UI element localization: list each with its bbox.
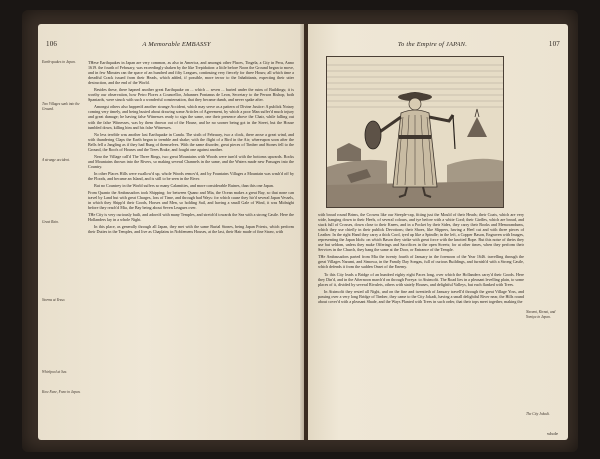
- margin-note: Two Villages sunk into the Ground.: [42, 102, 80, 111]
- margin-note: Whirlpool at Sea.: [42, 370, 68, 374]
- priest-figure-image: [327, 57, 503, 207]
- margin-note: The City Jokadi.: [526, 412, 550, 416]
- paragraph: No less terrible was another last Earthquake in Canda. The sixth of February, two a clock, there arose a great wind, and with thundering Claps the Earth began to tremble and shake; with the flight of a Bird in the Air; whereupon soon after the Bells fell a Jangling as if they had Rung of themselves. With the same disorder, great pieces of Timber and Stones fell to the Ground, the Roofs of Houses and the Trees Brake, and fought one against another.: [88, 131, 294, 152]
- margin-note: Storms at Yesso.: [42, 298, 66, 302]
- engraving-illustration: [326, 56, 504, 208]
- right-body-text: [318, 212, 524, 426]
- right-page: [308, 24, 568, 440]
- left-page: [38, 24, 304, 440]
- catchword: whole: [547, 431, 558, 436]
- paragraph: In this place, as generally through all Japan, they met with the same Burial Stones, being Japan Priests, which perform their Duties in the Temples, and live as Chaplains in Noblemens Houses, at the last, their Hair made of fine Straw, with: [88, 224, 294, 235]
- paragraph: In Atsimofit they rested all Night, and on the fine and twentieth of January travell'd through the great Village Yoss, and passing over a very long Bridge of Timber, they came to the City Jokadi, having a small delightful River near, the Hills round about cover'd with a pleasant Shade, and the Ways Planted with Trees in such order, that their tops meet together, making the: [318, 288, 524, 304]
- left-margin-notes: [42, 60, 86, 430]
- paragraph: Near the Village call'd The Three Rings, two great Mountains with Woods were turn'd with the bottoms upwards. Rocks and Mountains thrown into the Rivers, so making several Channels in the same, and the Waters made new Passages into the Country.: [88, 153, 294, 169]
- paragraph: with broad round Brims, the Crowns like our Steeple-cap, fitting just the Mould of their Heads; their Coats, which are very wide, hanging down to their Heels, of several colours, and tye before with a white Cord; their Girdles, which are broad, and stuck full of Crosses, down close to their Knees, and in a Pocket by their Sides, they carry their Books and Memorandums, which they use chiefly in their publick Devotions; their Shoes, like Slippers, having a Heel cut and with three pieces of Leather. In the right Hand they carry a thick Cord, tyed up like a Spindle; in the left, a Copper Bason, Engraven with Images, representing the Japan Idols: on which Bason they strike with great force with the knotted Rope. But this noise of theirs they use but seldom, unless they make Offerings and Sacrifices in the open Streets; for at other times, when they perform their Services in the Church, they bang the same at the Door, or Entrance of the Temple.: [318, 212, 524, 253]
- left-running-head: [46, 40, 296, 48]
- right-running-head: [316, 40, 560, 48]
- paragraph: To this City leads a Bridge of an hundred eighty eight Paces long, over which the Hollanders carry'd their Goods. Here they Din'd, and in the Afternoon march'd on through Foreya: to Atsimofit. The Road lies in a pleasant levelling plain, to some places of it, divided by several Rivulets, others with stately Houses, and delightful Valleys, but each flanked with Trees.: [318, 271, 524, 287]
- paragraph: But no Countrey in the World suffers so many Calamities, and more considerable Ruines, than this one Japan.: [94, 183, 274, 189]
- margin-note: Kow Fane, Fono in Japan.: [42, 390, 81, 394]
- right-running-title: To the Empire of JAPAN.: [397, 41, 468, 48]
- margin-note: Great Rain.: [42, 220, 59, 224]
- right-margin-notes: [526, 60, 564, 430]
- paragraph: THe Ambassadors parted from Mia the twenty fourth of January in the forenoon of the Year 1646. travelling through the great Villages Narumi, and Simowa, in the Family Day Songas, full of curious Buildings, and furnish'd with a Strong Castle, which defends it from the sudden Onset of the Enemy.: [318, 254, 524, 270]
- paragraph: From Quanto the Ambassadors took Shipping; for between Quano and Mia, the Ocean makes a great Bay, so that none can travel by Land but with great Charges, loss of Time, and through bad Ways: for which cause they hir'd several Japan Vessels, in which they Shipp'd their Goods, Horses and Men, so holding Sail, and having a small Gale of Wind, it was Midnight before they reach'd Mia, the Bay being about Seven Leagues over.: [88, 190, 294, 211]
- left-running-title: A Memorable EMBASSY: [142, 41, 211, 48]
- left-page-number: 106: [46, 40, 58, 48]
- margin-note: Narami, Kirnai, and Yomiya in Japan.: [526, 310, 556, 319]
- margin-note: A strange accident.: [42, 158, 70, 162]
- paragraph: THese Earthquakes in Japan are very common, as also in America, and amongst other Places, Tingela, a City in Peru, Anno 1619. the fourth of February, was exceedingly shaken by the like Trepidation: a little before Noon the Ground began to move, and in few Minutes ran the space of an hundred and fifty Leagues, continuing very fiercely for three Hours; all which time a dreadful Crack issued from their Heads, which added, if possible, more terror to the Inhabitants, expecting their utter destruction, and the end of the World.: [88, 60, 294, 86]
- margin-note: Earth-quakes in Japan.: [42, 60, 76, 64]
- open-book: [22, 10, 578, 452]
- paragraph: Besides these, there hapned another great Earthquake on ... which ... seven ... buried under the ruins of Buildings; it is worthy our observation, how Petro Flores a Councellor, Johannes Pontanus de Leon, Secretary to the Person Bishop, both Spaniards, were struck with such a wonderful consternation, that they became dumb, and never spake after.: [88, 87, 294, 103]
- paragraph: In other Places Hills were swallow'd up, whole Woods remov'd, and by Fountains Villages a Mountain was wash'd off by the Floods, and became an Island, and is still to be seen in the River.: [88, 170, 294, 181]
- paragraph: THe City is very curiously built, and adorn'd with many Temples, and stretch'd towards the Sea with a strong Castle. Here the Hollanders lay in a whole Night.: [88, 212, 294, 223]
- right-page-number: 107: [548, 40, 560, 48]
- left-body-text: [88, 60, 294, 426]
- paragraph: Amongst others also happen'd another strange Accident, which may serve as a pattern of Divine Justice: A publick Notary coming very timely, and being busied about drawing some Articles of Agreement, by which a poor Man suffer'd much injury and great damage; he having false Witnesses ready to sign the same, one their presence above the Chair, while falling out with the false Witnesses, was by them thrown out of the House, and he no sooner being got in the Street, but the House tumbled down, killing him and his false Witnesses.: [88, 104, 294, 130]
